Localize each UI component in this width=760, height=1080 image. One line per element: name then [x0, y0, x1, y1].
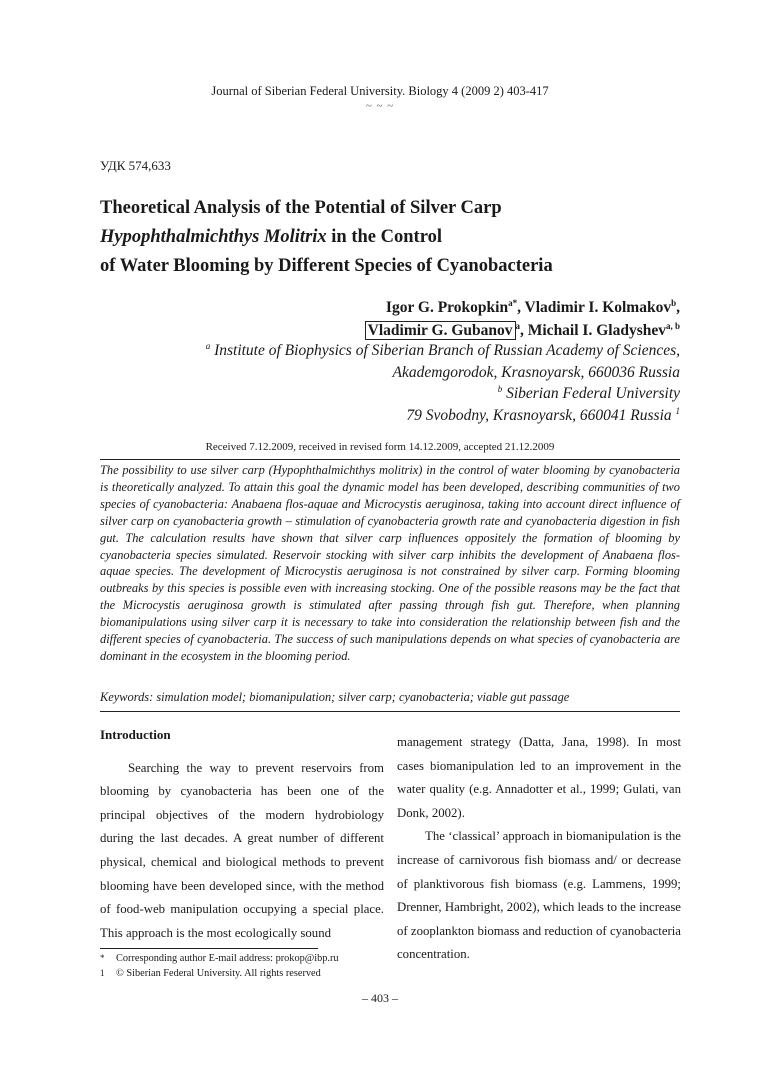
title-line-1: Theoretical Analysis of the Potential of Silver Carp — [100, 198, 502, 218]
affiliation-a-address: Akademgorodok, Krasnoyarsk, 660036 Russia — [392, 363, 680, 381]
section-heading: Introduction — [100, 727, 171, 742]
udk-code: УДК 574,633 — [100, 158, 171, 173]
body-paragraph: management strategy (Datta, Jana, 1998). In most cases biomanipulation led to an improvement in the water quality (e.g. Annadotter et al., 1999; Gulati, van Donk, 2002). — [397, 735, 681, 820]
abstract: The possibility to use silver carp (Hypophthalmichthys molitrix) in the control of water blooming by cyanobacteria is theoretically analyzed. To attain this goal the dynamic model has been developed, describing communities of two species of cyanobacteria: Anabaena flos-aquae and Microcystis aeruginosa, taking into account direct influence of silver carp on cyanobacteria growth – stimulation of cyanobacteria growth rate and cyanobacteria digestion in fish gut. The calculation results have shown that silver carp influences oppositely the formation of blooming by cyanobacteria species simulated. Reservoir stocking with silver carp inhibits the development of Anabaena flos-aquae species. The development of Microcystis aeruginosa is not constrained by silver carp. Forming blooming outbreaks by this species is possible even with increasing stocking. One of the possible reasons may be the fact that the Microcystis aeruginosa growth is stimulated after passing through fish gut. Therefore, when planning biomanipulations using silver carp it is necessary to take into consideration the relationship between fish and the different species of cyanobacteria. The success of such manipulations depends on what species of cyanobacteria are dominant in the ecosystem in the blooming period. — [100, 463, 680, 663]
footnotes — [100, 951, 430, 981]
authors-line-2: Vladimir G. Gubanov $^a$, Michail I. Gladyshev$^{a, b}$ — [365, 319, 680, 342]
body-paragraph: The ‘classical’ approach in biomanipulation is the increase of carnivorous fish biomass and/ or decrease of planktivorous fish biomass (e.g. Lammens, 1999; Drenner, Hambright, 2002), which leads to the increase of zooplankton biomass and reduction of cyanobacteria concentration. — [397, 829, 681, 962]
body-paragraph: Searching the way to prevent reservoirs from blooming by cyanobacteria has been one of the principal objectives of the modern hydrobiology during the last decades. A great number of different physical, chemical and biological methods to prevent blooming have been developed since, with the method of food-web manipulation occupying a special place. This approach is the most ecologically sound — [100, 760, 384, 940]
affiliation-b: $^b$ Siberian Federal University — [497, 383, 680, 402]
authors-line-1: Igor G. Prokopkin$^{a*}$, Vladimir I. Kolmakov$^b$, — [385, 297, 680, 316]
keywords: Keywords: simulation model; biomanipulation; silver carp; cyanobacteria; viable gut passage — [100, 690, 570, 704]
abstract-top-rule — [100, 459, 680, 460]
page-number: – 403 – — [362, 991, 398, 1005]
title-species: Hypophthalmichthys Molitrix — [100, 227, 327, 247]
paper-title — [100, 194, 680, 281]
received-dates: Received 7.12.2009, received in revised form 14.12.2009, accepted 21.12.2009 — [205, 441, 555, 453]
title-line-3: of Water Blooming by Different Species of Cyanobacteria — [100, 256, 553, 276]
footnote: 1 © Siberian Federal University. All rights reserved — [100, 968, 321, 979]
affiliation-b-address: 79 Svobodny, Krasnoyarsk, 660041 Russia $^1$ — [406, 405, 680, 424]
affiliations — [206, 340, 680, 426]
body-right-column — [397, 731, 681, 967]
journal-header: Journal of Siberian Federal University. Biology 4 (2009 2) 403-417 — [211, 84, 549, 98]
body-left-column — [100, 723, 384, 945]
footnote: * Corresponding author E-mail address: prokop@ibp.ru — [100, 953, 339, 964]
abstract-bottom-rule — [100, 711, 680, 712]
footnote-rule — [100, 948, 318, 949]
boxed-author: Vladimir G. Gubanov — [365, 321, 516, 340]
title-line-2: Hypophthalmichthys Molitrix in the Control — [100, 227, 442, 247]
header-ornament: ~ ~ ~ — [365, 100, 395, 112]
affiliation-a: $^a$ Institute of Biophysics of Siberian Branch of Russian Academy of Sciences, — [205, 340, 680, 359]
author-list — [365, 296, 680, 342]
